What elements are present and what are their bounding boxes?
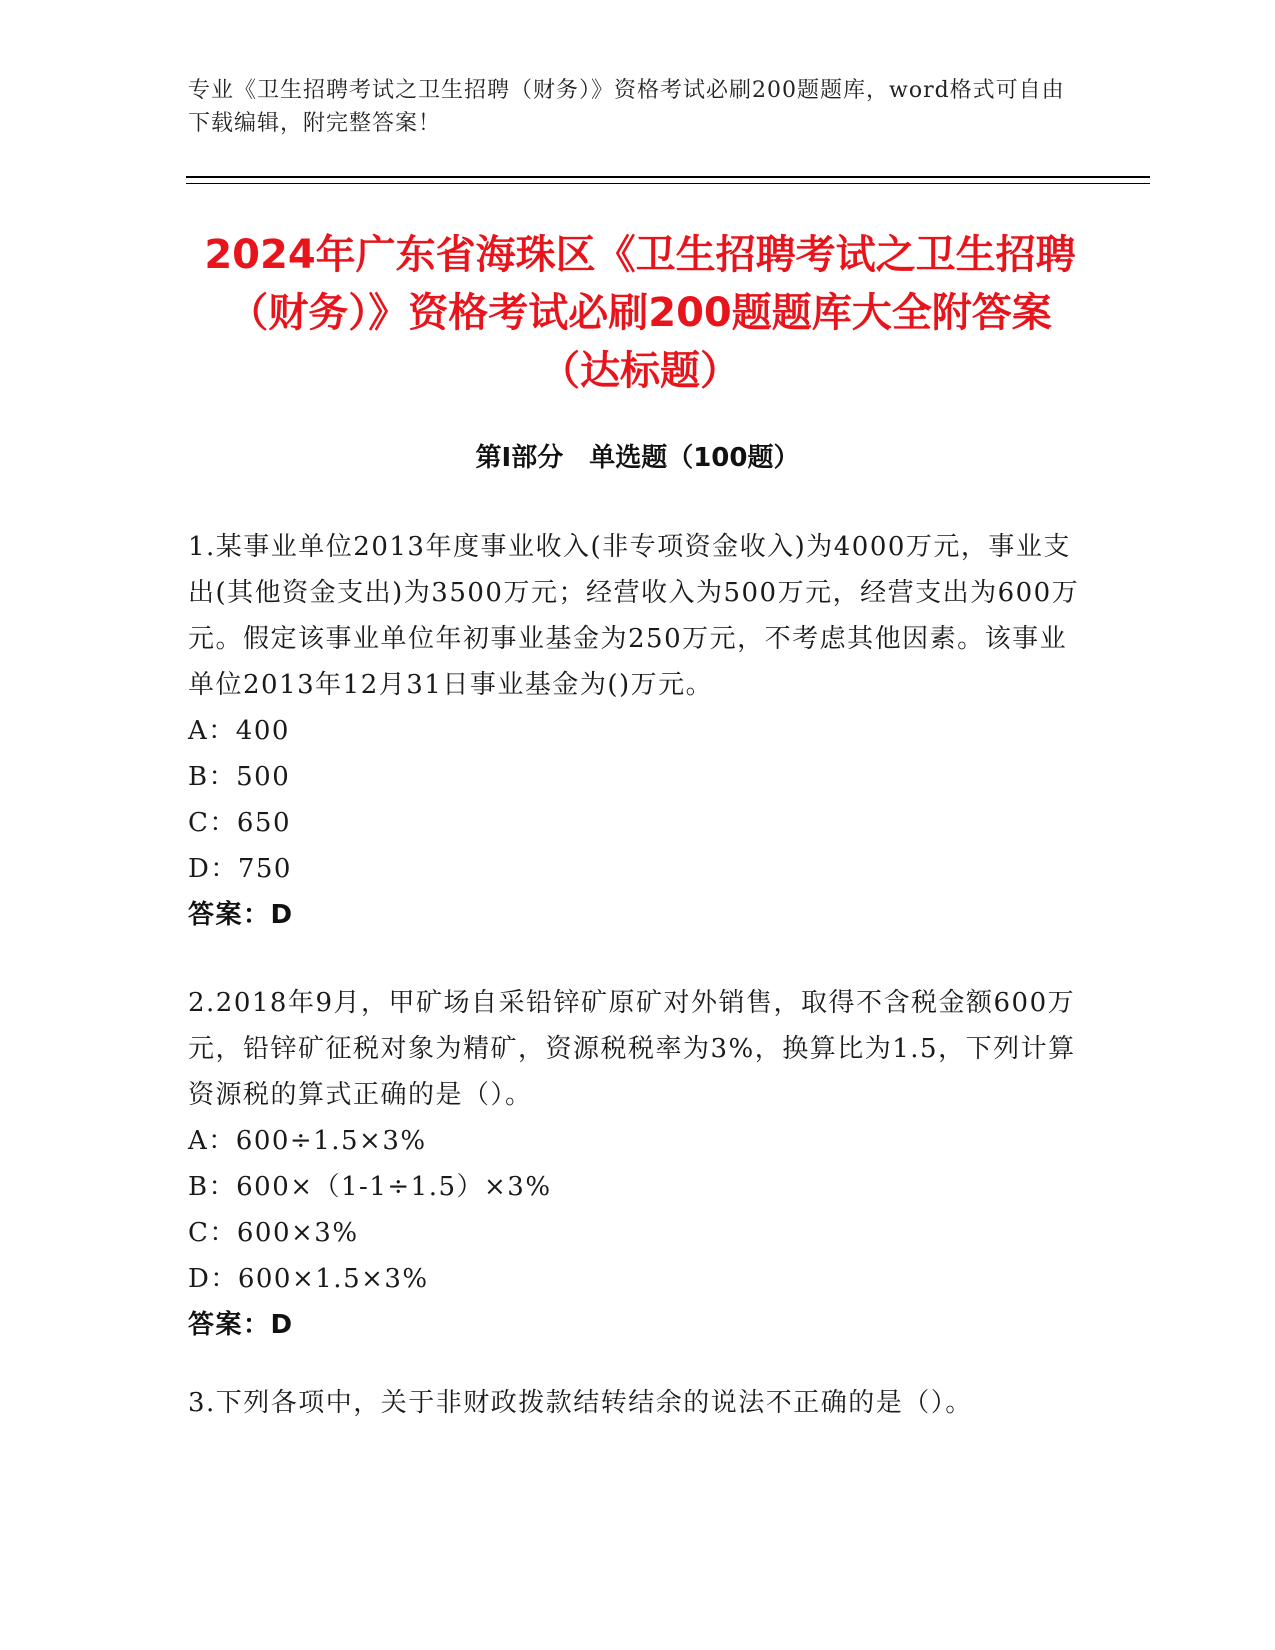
- answer: 答案：D: [188, 900, 294, 930]
- question-1: [188, 524, 1088, 938]
- header-note: 专业《卫生招聘考试之卫生招聘（财务）》资格考试必刷200题题库，word格式可自由下载编辑，附完整答案！: [188, 78, 1065, 136]
- option-b: B：600×（1-1÷1.5）×3%: [188, 1172, 552, 1202]
- header-divider-thin: [186, 183, 1150, 184]
- option-a: A：400: [188, 716, 290, 746]
- answer: 答案：D: [188, 1310, 294, 1340]
- option-a: A：600÷1.5×3%: [188, 1126, 427, 1156]
- question-stem: 1.某事业单位2013年度事业收入(非专项资金收入)为4000万元，事业支出(其他资金支出)为3500万元；经营收入为500万元，经营支出为600万元。假定该事业单位年初事业基金为250万元，不考虑其他因素。该事业单位2013年12月31日事业基金为()万元。: [188, 532, 1080, 700]
- option-d: D：750: [188, 854, 292, 884]
- question-stem: 3.下列各项中，关于非财政拨款结转结余的说法不正确的是（）。: [188, 1388, 973, 1418]
- option-c: C：600×3%: [188, 1218, 359, 1248]
- header-divider-thick: [186, 176, 1150, 178]
- document-title: 2024年广东省海珠区《卫生招聘考试之卫生招聘（财务）》资格考试必刷200题题库大全附答案（达标题）: [204, 232, 1076, 394]
- section-title: 第I部分 单选题（100题）: [475, 443, 800, 473]
- question-stem: 2.2018年9月，甲矿场自采铅锌矿原矿对外销售，取得不含税金额600万元，铅锌矿征税对象为精矿，资源税税率为3%，换算比为1.5，下列计算资源税的算式正确的是（）。: [188, 988, 1076, 1110]
- question-2: [188, 980, 1088, 1348]
- option-d: D：600×1.5×3%: [188, 1264, 429, 1294]
- option-b: B：500: [188, 762, 291, 792]
- option-c: C：650: [188, 808, 292, 838]
- question-3: [188, 1380, 1088, 1426]
